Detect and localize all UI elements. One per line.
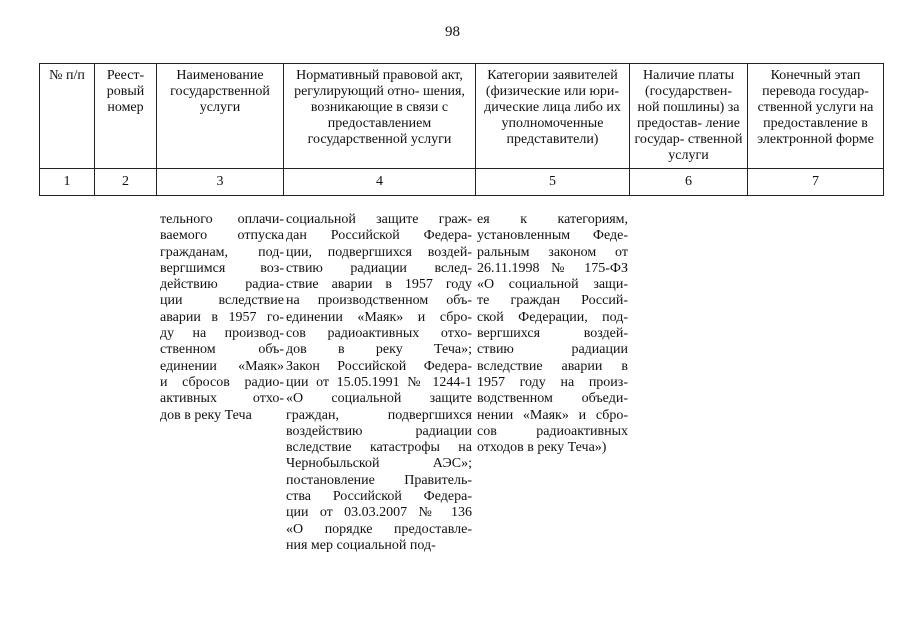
text-line: водственном объеди- [477, 391, 628, 407]
text-line: ции, подвергшихся воздей- [286, 244, 472, 260]
column-number: 2 [95, 169, 157, 196]
text-line: ду на производ- [160, 326, 284, 342]
text-line: отходов в реку Теча») [477, 440, 607, 456]
text-line: 26.11.1998 № 175-ФЗ [477, 260, 628, 276]
text-line: вследствие аварии в [477, 358, 628, 374]
text-line: вергшимся воз- [160, 260, 284, 276]
text-line: Чернобыльской АЭС»; [286, 456, 472, 472]
header-table [39, 63, 884, 196]
column-number: 1 [40, 169, 95, 196]
text-line: тельного оплачи- [160, 212, 284, 227]
header-row [40, 64, 884, 169]
text-line: «О социальной защите [286, 391, 472, 407]
text-line: дов в реку Теча»; [286, 342, 472, 358]
column-number-row [40, 169, 884, 196]
service-name-text [160, 212, 284, 424]
text-line: социальной защите граж- [286, 212, 472, 227]
text-line: Закон Российской Федера- [286, 358, 472, 374]
column-header: Наличие платы (государствен- ной пошлины) за предостав- ление государ- ственной услуги [630, 64, 748, 169]
text-line: единении «Маяк» и сбро- [286, 309, 472, 325]
column-header: Реест- ровый номер [95, 64, 157, 169]
text-line: аварии в 1957 го- [160, 309, 284, 325]
text-line: ствию радиации вслед- [286, 260, 472, 276]
text-line: нении «Маяк» и сбро- [477, 407, 628, 423]
text-line: активных отхо- [160, 391, 284, 407]
text-line: и сбросов радио- [160, 374, 284, 390]
text-line: ствие аварии в 1957 году [286, 277, 472, 293]
text-line: ея к категориям, [477, 212, 628, 227]
text-line: действию радиа- [160, 277, 284, 293]
text-line: дан Российской Федера- [286, 228, 472, 244]
text-line: ральным законом от [477, 244, 628, 260]
text-line: сов радиоактивных отхо- [286, 326, 472, 342]
text-line: ствию радиации [477, 342, 628, 358]
text-line: ния мер социальной под- [286, 537, 436, 553]
column-header: Категории заявителей (физические или юри- дические лица либо их уполномоченные представители) [476, 64, 630, 169]
text-line: гражданам, под- [160, 244, 284, 260]
text-line: единении «Маяк» [160, 358, 284, 374]
column-header: № п/п [40, 64, 95, 169]
text-line: дов в реку Теча [160, 407, 252, 423]
text-line: ственном объ- [160, 342, 284, 358]
column-number: 6 [630, 169, 748, 196]
text-line: ции от 15.05.1991 № 1244-1 [286, 374, 472, 390]
column-number: 4 [284, 169, 476, 196]
text-line: сов радиоактивных [477, 423, 628, 439]
column-header: Нормативный правовой акт, регулирующий отно- шения, возникающие в связи с предоставлением государственной услуги [284, 64, 476, 169]
text-line: установленным Феде- [477, 228, 628, 244]
text-line: 1957 году на произ- [477, 374, 628, 390]
column-header: Конечный этап перевода государ- ственной услуги на предоставление в электронной форме [748, 64, 884, 169]
page-number: 98 [445, 24, 460, 40]
text-line: ства Российской Федера- [286, 489, 472, 505]
column-number: 7 [748, 169, 884, 196]
text-line: вследствие катастрофы на [286, 440, 472, 456]
text-line: ции от 03.03.2007 № 136 [286, 505, 472, 521]
applicant-category-text [477, 212, 628, 456]
text-line: «О социальной защи- [477, 277, 628, 293]
text-line: ции вследствие [160, 293, 284, 309]
text-line: граждан, подвергшихся [286, 407, 472, 423]
text-line: «О порядке предоставле- [286, 521, 472, 537]
column-number: 5 [476, 169, 630, 196]
text-line: те граждан Россий- [477, 293, 628, 309]
text-line: вергшихся воздей- [477, 326, 628, 342]
legal-act-text [286, 212, 472, 554]
text-line: воздействию радиации [286, 423, 472, 439]
text-line: на производственном объ- [286, 293, 472, 309]
text-line: ской Федерации, под- [477, 309, 628, 325]
column-header: Наименование государственной услуги [157, 64, 284, 169]
text-line: постановление Правитель- [286, 472, 472, 488]
column-number: 3 [157, 169, 284, 196]
text-line: ваемого отпуска [160, 228, 284, 244]
